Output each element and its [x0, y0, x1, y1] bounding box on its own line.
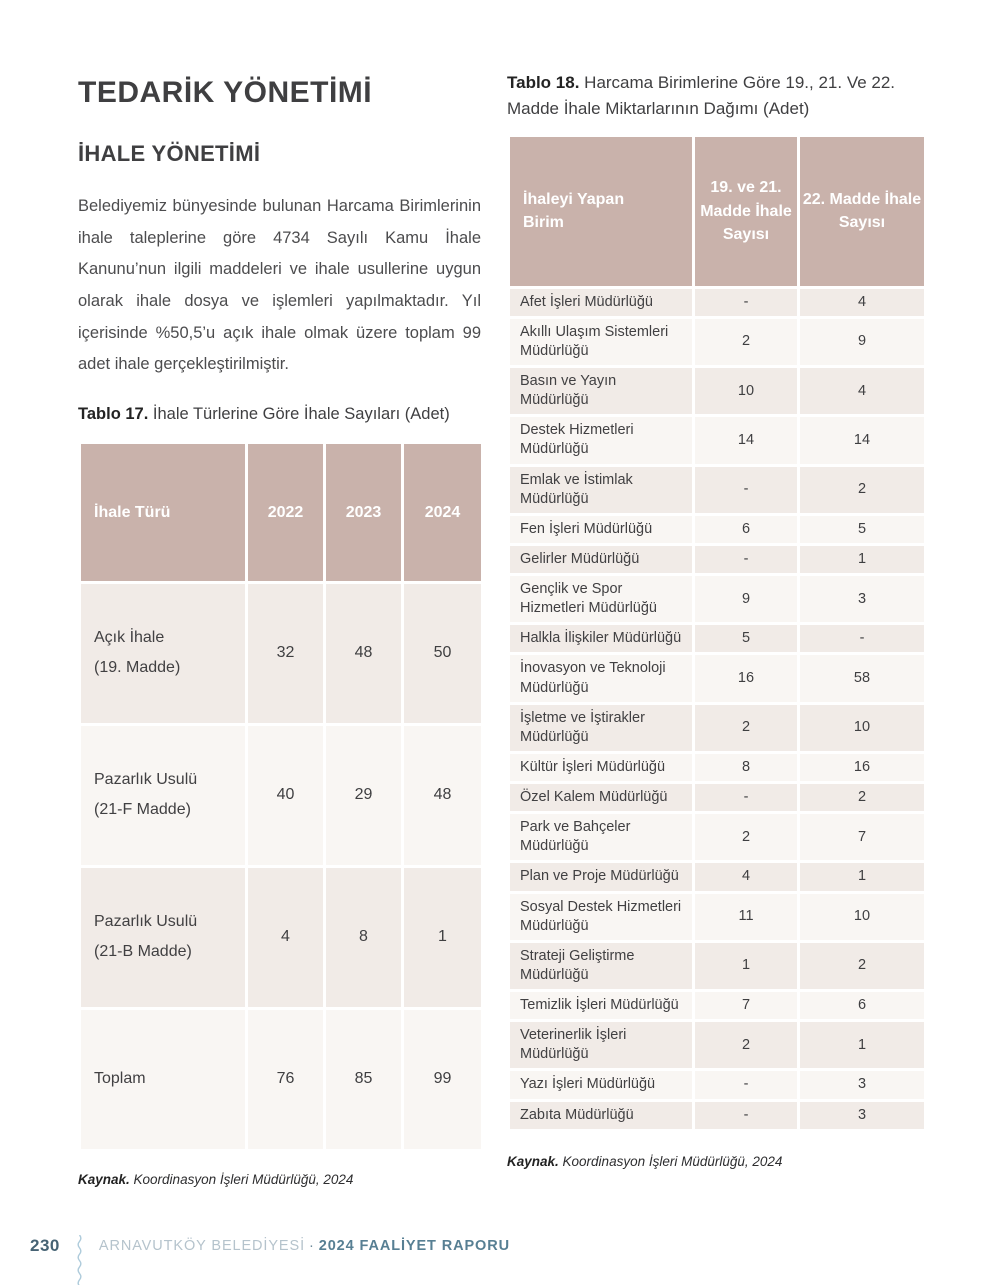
value-cell: 16: [799, 752, 926, 782]
table-row: [80, 582, 483, 724]
table17-header: [80, 442, 483, 582]
birim-cell: Kültür İşleri Müdürlüğü: [509, 752, 694, 782]
ihale-turu-cell: [80, 1008, 247, 1150]
value-cell: 99: [403, 1008, 483, 1150]
label-line: (21-B Madde): [94, 943, 192, 961]
label-line: Toplam: [94, 1070, 146, 1088]
table-row: [80, 1008, 483, 1150]
value-cell: 8: [325, 866, 403, 1008]
intro-paragraph: Belediyemiz bünyesinde bulunan Harcama Birimlerinin ihale taleplerine göre 4734 Sayılı Kamu İhale Kanunu’nun ilgili maddeleri ve ihale usullerine uygun olarak ihale dosya ve işlemleri yapılmaktadır. Yıl içerisinde %50,5’u açık ihale olmak üzere toplam 99 adet ihale gerçekleştirilmiştir.: [78, 197, 481, 374]
value-cell: 8: [694, 752, 799, 782]
birim-cell: Afet İşleri Müdürlüğü: [509, 287, 694, 317]
label-line: (19. Madde): [94, 659, 181, 677]
wavy-divider-icon: [75, 1235, 84, 1285]
value-cell: 1: [694, 941, 799, 990]
table17-col-2022: 2022: [247, 442, 325, 582]
birim-cell: Emlak ve İstimlak Müdürlüğü: [509, 465, 694, 514]
value-cell: 3: [799, 1070, 926, 1100]
table18-col-19-21-madde: 19. ve 21. Madde İhale Sayısı: [694, 135, 799, 287]
birim-cell: Destek Hizmetleri Müdürlüğü: [509, 416, 694, 465]
value-cell: 4: [799, 287, 926, 317]
section-subtitle: İHALE YÖNETİMİ: [78, 141, 261, 166]
value-cell: 10: [799, 892, 926, 941]
value-cell: 2: [694, 317, 799, 366]
table-row: [80, 724, 483, 866]
left-column: [78, 70, 481, 1200]
ihale-turu-cell: [80, 866, 247, 1008]
birim-cell: Özel Kalem Müdürlüğü: [509, 783, 694, 813]
value-cell: 3: [799, 575, 926, 624]
value-cell: -: [694, 783, 799, 813]
table-row: [509, 752, 926, 782]
table-row: [509, 544, 926, 574]
value-cell: 2: [799, 941, 926, 990]
table-row: [509, 1100, 926, 1130]
birim-cell: Plan ve Proje Müdürlüğü: [509, 862, 694, 892]
table17-source-label: Kaynak.: [78, 1171, 130, 1187]
birim-cell: Fen İşleri Müdürlüğü: [509, 514, 694, 544]
table-row: [509, 1021, 926, 1070]
table-row: [509, 317, 926, 366]
birim-cell: İnovasyon ve Teknoloji Müdürlüğü: [509, 654, 694, 703]
content-columns: [78, 70, 924, 1200]
table17-source: [78, 1172, 481, 1187]
table-row: [509, 703, 926, 752]
table-row: [509, 624, 926, 654]
value-cell: 48: [403, 724, 483, 866]
value-cell: 48: [325, 582, 403, 724]
page-footer: [30, 1234, 510, 1285]
value-cell: -: [694, 465, 799, 514]
value-cell: 7: [694, 991, 799, 1021]
birim-cell: Sosyal Destek Hizmetleri Müdürlüğü: [509, 892, 694, 941]
table-row: [509, 862, 926, 892]
value-cell: 2: [694, 813, 799, 862]
footer-report-name: 2024 FAALİYET RAPORU: [318, 1238, 510, 1254]
value-cell: 76: [247, 1008, 325, 1150]
value-cell: 11: [694, 892, 799, 941]
value-cell: 2: [799, 465, 926, 514]
value-cell: 2: [694, 1021, 799, 1070]
table-row: [509, 1070, 926, 1100]
label-line: Pazarlık Usulü: [94, 912, 198, 930]
table-row: [509, 287, 926, 317]
value-cell: 16: [694, 654, 799, 703]
table-row: [509, 783, 926, 813]
value-cell: 4: [799, 367, 926, 416]
value-cell: 29: [325, 724, 403, 866]
value-cell: 9: [799, 317, 926, 366]
table17-caption: [78, 402, 481, 427]
table18-caption: [507, 70, 924, 123]
table18-col-22-madde: 22. Madde İhale Sayısı: [799, 135, 926, 287]
value-cell: 6: [799, 991, 926, 1021]
value-cell: 5: [694, 624, 799, 654]
label-line: Pazarlık Usulü: [94, 770, 198, 788]
table-row: [509, 416, 926, 465]
birim-cell: Yazı İşleri Müdürlüğü: [509, 1070, 694, 1100]
value-cell: 50: [403, 582, 483, 724]
value-cell: 1: [799, 544, 926, 574]
birim-cell: Strateji Geliştirme Müdürlüğü: [509, 941, 694, 990]
ihale-turu-cell: [80, 582, 247, 724]
table17-body: [80, 582, 483, 1150]
value-cell: 2: [799, 783, 926, 813]
birim-cell: Basın ve Yayın Müdürlüğü: [509, 367, 694, 416]
value-cell: 9: [694, 575, 799, 624]
table17-col-2024: 2024: [403, 442, 483, 582]
table18-header: [509, 135, 926, 287]
label-line: (21-F Madde): [94, 801, 191, 819]
table-row: [509, 575, 926, 624]
value-cell: 1: [403, 866, 483, 1008]
value-cell: 14: [799, 416, 926, 465]
table18-caption-text: Harcama Birimlerine Göre 19., 21. Ve 22. Madde İhale Miktarlarının Dağımı (Adet): [507, 73, 896, 119]
birim-cell: Gençlik ve Spor Hizmetleri Müdürlüğü: [509, 575, 694, 624]
value-cell: 58: [799, 654, 926, 703]
page-title: TEDARİK YÖNETİMİ: [78, 76, 373, 109]
birim-cell: Akıllı Ulaşım Sistemleri Müdürlüğü: [509, 317, 694, 366]
birim-cell: Veterinerlik İşleri Müdürlüğü: [509, 1021, 694, 1070]
table-row: [509, 892, 926, 941]
table-row: [80, 866, 483, 1008]
label-line: Açık İhale: [94, 628, 165, 646]
table-row: [509, 465, 926, 514]
table18-body: [509, 287, 926, 1130]
birim-cell: Halkla İlişkiler Müdürlüğü: [509, 624, 694, 654]
value-cell: 14: [694, 416, 799, 465]
value-cell: 5: [799, 514, 926, 544]
table18-source-label: Kaynak.: [507, 1153, 559, 1169]
value-cell: 4: [694, 862, 799, 892]
value-cell: -: [694, 287, 799, 317]
table18-harcama-birimleri: [507, 134, 927, 1132]
table17-caption-text: İhale Türlerine Göre İhale Sayıları (Adet): [148, 405, 450, 424]
table17-ihale-turleri: [78, 441, 484, 1152]
footer-brand: [99, 1238, 510, 1254]
table18-caption-number: Tablo 18.: [507, 73, 580, 92]
footer-municipality-name: ARNAVUTKÖY BELEDİYESİ: [98, 1238, 305, 1254]
right-column: [507, 70, 924, 1200]
page-number: 230: [30, 1236, 60, 1255]
birim-cell: İşletme ve İştirakler Müdürlüğü: [509, 703, 694, 752]
footer-separator-dot: ·: [309, 1238, 315, 1254]
table-row: [509, 813, 926, 862]
table17-header-row: [80, 442, 483, 582]
value-cell: 32: [247, 582, 325, 724]
table17-col-2023: 2023: [325, 442, 403, 582]
value-cell: -: [799, 624, 926, 654]
table18-header-row: [509, 135, 926, 287]
ihale-turu-cell: [80, 724, 247, 866]
value-cell: 10: [799, 703, 926, 752]
table17-source-text: Koordinasyon İşleri Müdürlüğü, 2024: [129, 1171, 354, 1187]
value-cell: 40: [247, 724, 325, 866]
birim-cell: Temizlik İşleri Müdürlüğü: [509, 991, 694, 1021]
table-row: [509, 514, 926, 544]
value-cell: 6: [694, 514, 799, 544]
table18-source: [507, 1154, 924, 1169]
birim-cell: Park ve Bahçeler Müdürlüğü: [509, 813, 694, 862]
table-row: [509, 941, 926, 990]
value-cell: -: [694, 1070, 799, 1100]
table-row: [509, 654, 926, 703]
value-cell: 1: [799, 862, 926, 892]
value-cell: 1: [799, 1021, 926, 1070]
table18-col-birim: İhaleyi Yapan Birim: [509, 135, 694, 287]
value-cell: 3: [799, 1100, 926, 1130]
table17-col-ihale-turu: İhale Türü: [80, 442, 247, 582]
value-cell: 2: [694, 703, 799, 752]
value-cell: 4: [247, 866, 325, 1008]
value-cell: -: [694, 544, 799, 574]
table-row: [509, 367, 926, 416]
value-cell: 10: [694, 367, 799, 416]
birim-cell: Gelirler Müdürlüğü: [509, 544, 694, 574]
table-row: [509, 991, 926, 1021]
value-cell: -: [694, 1100, 799, 1130]
birim-cell: Zabıta Müdürlüğü: [509, 1100, 694, 1130]
value-cell: 7: [799, 813, 926, 862]
table18-source-text: Koordinasyon İşleri Müdürlüğü, 2024: [558, 1153, 783, 1169]
value-cell: 85: [325, 1008, 403, 1150]
table17-caption-number: Tablo 17.: [78, 405, 149, 424]
